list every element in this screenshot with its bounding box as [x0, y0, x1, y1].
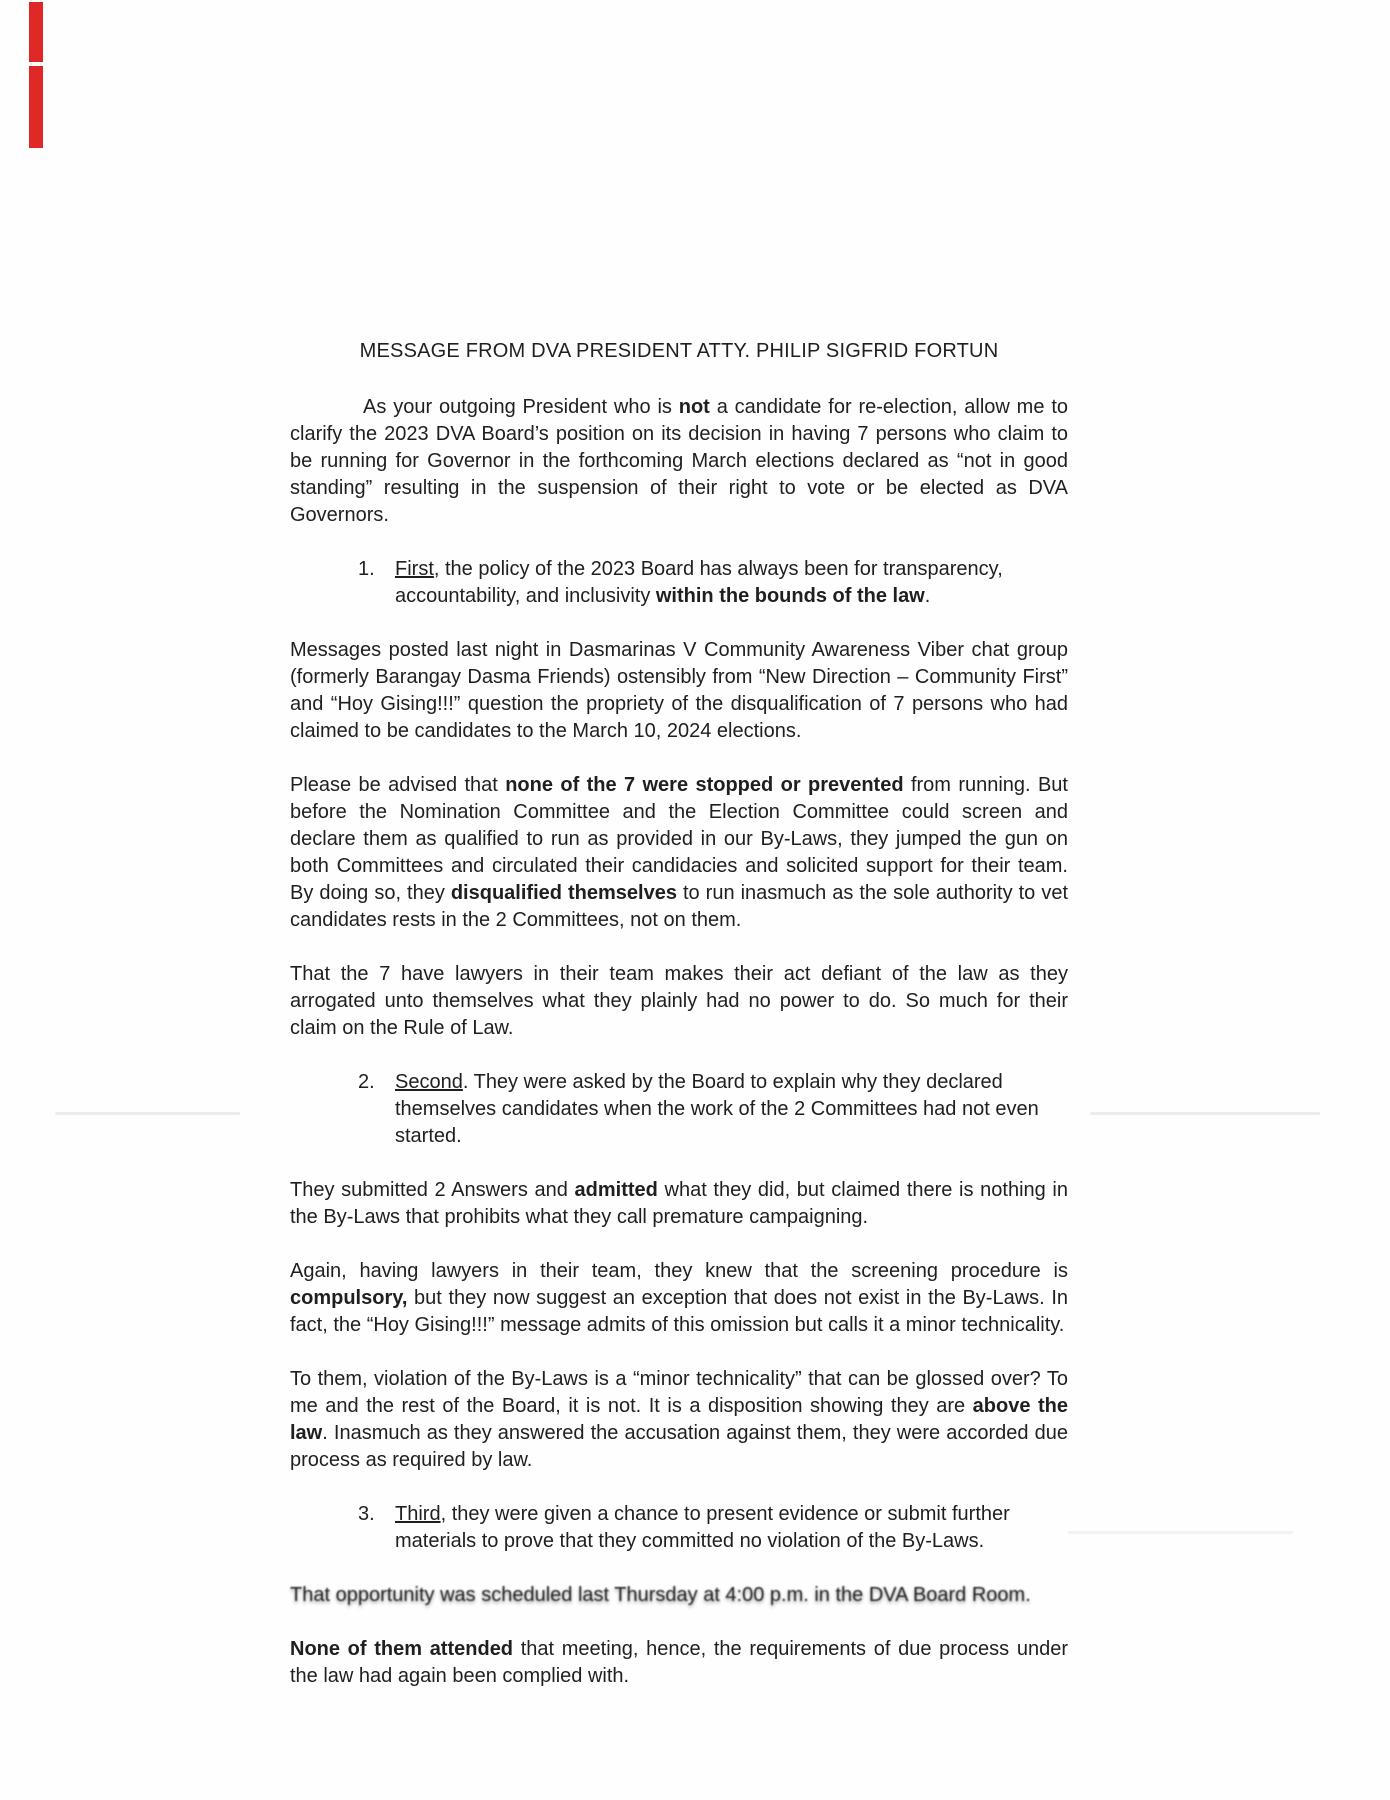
text-run: Messages posted last night in Dasmarinas V Community Awareness Viber chat group (formerly Barangay Dasma Friends) ostensibly from “New Direction – Community First” and “Hoy Gising!!!” question the propriety of the disqualification of 7 persons who had claimed to be candidates to the March 10, 2024 elections.	[290, 639, 1068, 742]
text-run: to run inasmuch as the sole authority to vet candidates rests in the 2 Committees, not on them.	[290, 882, 1069, 931]
list-item	[290, 1069, 1068, 1150]
underlined-text: Third	[395, 1503, 441, 1525]
underlined-text: Second	[395, 1071, 463, 1093]
document-paragraph	[290, 772, 1068, 934]
list-item	[290, 556, 1068, 610]
bold-text: disqualified themselves	[450, 882, 677, 904]
text-run: Again, having lawyers in their team, they knew that the screening procedure is	[290, 1260, 1068, 1282]
text-run: but they now suggest an exception that does not exist in the By-Laws. In fact, the “Hoy Gising!!!” message admits of this omission but calls it a minor technicality.	[290, 1287, 1068, 1336]
underlined-text: First	[395, 558, 434, 580]
list-item-text	[395, 556, 1068, 610]
document-paragraph	[290, 1258, 1068, 1339]
list-item-text	[395, 1069, 1068, 1150]
text-run: , they were given a chance to present evidence or submit further materials to prove that they committed no violation of the By-Laws.	[395, 1503, 1010, 1552]
text-run: As your outgoing President who is	[363, 396, 679, 418]
bold-text: admitted	[574, 1179, 658, 1201]
document-paragraph	[290, 1366, 1068, 1474]
bold-text: None of them attended	[290, 1638, 514, 1660]
text-run: That opportunity was scheduled last Thursday at 4:00 p.m. in the DVA Board Room.	[290, 1584, 1031, 1606]
text-run: that meeting, hence, the requirements of due process under the law had again been complied with.	[290, 1638, 1068, 1687]
bold-text: within the bounds of the law	[655, 585, 925, 607]
bold-text: not	[678, 396, 710, 418]
scan-streak-lower-right	[1068, 1531, 1293, 1534]
list-number: 2.	[358, 1071, 375, 1093]
document-paragraph	[290, 1582, 1068, 1609]
list-number: 1.	[358, 558, 375, 580]
text-run: To them, violation of the By-Laws is a “minor technicality” that can be glossed over? To me and the rest of the Board, it is not. It is a disposition showing they are	[290, 1368, 1068, 1417]
text-run: from running. But before the Nomination Committee and the Election Committee could screen and declare them as qualified to run as provided in our By-Laws, they jumped the gun on both Committees and circulated their candidacies and solicited support for their team. By doing so, they	[290, 774, 1068, 904]
document-paragraph	[290, 961, 1068, 1042]
bold-text: none of the 7 were stopped or prevented	[505, 774, 904, 796]
document-content	[290, 338, 1068, 1717]
scan-streak-right	[1090, 1112, 1320, 1115]
document-paragraph	[290, 394, 1068, 529]
text-run: .	[924, 585, 931, 607]
text-run: That the 7 have lawyers in their team makes their act defiant of the law as they arrogated unto themselves what they plainly had no power to do. So much for their claim on the Rule of Law.	[290, 963, 1068, 1039]
text-run: what they did, but claimed there is nothing in the By-Laws that prohibits what they call premature campaigning.	[290, 1179, 1068, 1228]
scan-red-bar-top	[29, 2, 43, 62]
list-item	[290, 1501, 1068, 1555]
bold-text: compulsory,	[290, 1287, 408, 1309]
text-run: They submitted 2 Answers and	[290, 1179, 575, 1201]
document-paragraph	[290, 1636, 1068, 1690]
list-number: 3.	[358, 1503, 375, 1525]
text-run: Please be advised that	[290, 774, 506, 796]
bold-text: above the law	[290, 1395, 1068, 1444]
document-paragraph	[290, 637, 1068, 745]
document-body	[290, 394, 1068, 1690]
document-title: MESSAGE FROM DVA PRESIDENT ATTY. PHILIP SIGFRID FORTUN	[359, 340, 999, 362]
scan-streak-left	[55, 1112, 240, 1115]
text-run: a candidate for re-election, allow me to clarify the 2023 DVA Board’s position on its decision in having 7 persons who claim to be running for Governor in the forthcoming March elections declared as “not in good standing” resulting in the suspension of their right to vote or be elected as DVA Governors.	[290, 396, 1069, 526]
text-run: , the policy of the 2023 Board has always been for transparency, accountability, and inclusivity	[395, 558, 1003, 607]
scan-red-bar-bottom	[29, 66, 43, 148]
list-item-text	[395, 1501, 1068, 1555]
document-paragraph	[290, 1177, 1068, 1231]
text-run: . They were asked by the Board to explain why they declared themselves candidates when the work of the 2 Committees had not even started.	[395, 1071, 1039, 1147]
text-run: . Inasmuch as they answered the accusation against them, they were accorded due process as required by law.	[290, 1422, 1068, 1471]
